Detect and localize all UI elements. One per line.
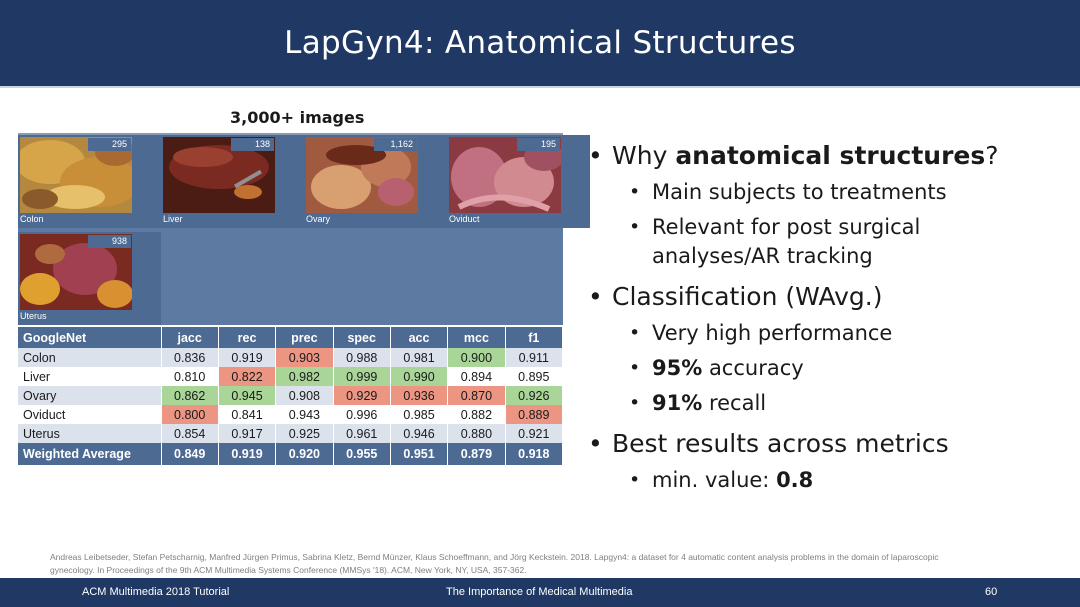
thumb-count: 195: [517, 138, 560, 151]
table-cell: 0.918: [505, 443, 562, 465]
page-number: 60: [985, 586, 998, 598]
table-cell: 0.988: [333, 348, 390, 367]
bullet-relevant: [588, 213, 1068, 271]
bullet-text: ?: [985, 141, 999, 170]
title-bar: [0, 0, 1080, 88]
table-cell: 0.946: [390, 424, 447, 443]
table-cell: 0.882: [448, 405, 505, 424]
table-row: [18, 386, 563, 405]
footer: [0, 578, 1080, 607]
table-cell: 0.945: [218, 386, 275, 405]
table-cell: 0.854: [161, 424, 218, 443]
table-cell: 0.880: [448, 424, 505, 443]
bullet-text: Why: [612, 141, 676, 170]
table-header-row: [18, 327, 563, 348]
footer-center: The Importance of Medical Multimedia: [446, 586, 633, 598]
row-label: Liver: [18, 367, 161, 386]
table-cell: 0.919: [218, 443, 275, 465]
table-header: mcc: [448, 327, 505, 348]
table-cell: 0.951: [390, 443, 447, 465]
table-cell: 0.925: [276, 424, 333, 443]
table-cell: 0.999: [333, 367, 390, 386]
table-cell: 0.870: [448, 386, 505, 405]
table-cell: 0.894: [448, 367, 505, 386]
bullet-bold: 0.8: [776, 468, 814, 492]
bullet-list: [588, 140, 1068, 501]
thumb-count: 1,162: [374, 138, 417, 151]
table-cell: 0.921: [505, 424, 562, 443]
citation: [50, 551, 1030, 577]
table-header: jacc: [161, 327, 218, 348]
table-cell: 0.955: [333, 443, 390, 465]
row-label: Colon: [18, 348, 161, 367]
table-cell: 0.849: [161, 443, 218, 465]
table-row: [18, 367, 563, 386]
table-cell: 0.862: [161, 386, 218, 405]
bullet-recall: [588, 389, 1068, 418]
bullet-text: analyses/AR tracking: [652, 244, 873, 268]
thumb-category: Liver: [163, 214, 183, 224]
row-label: Ovary: [18, 386, 161, 405]
table-cell: 0.908: [276, 386, 333, 405]
row-label: Uterus: [18, 424, 161, 443]
thumb-ovary: [304, 135, 447, 228]
table-header: rec: [218, 327, 275, 348]
citation-line: Andreas Leibetseder, Stefan Petscharnig, Manfred Jürgen Primus, Sabrina Kletz, Bernd Münzer, Klaus Schoeffmann, and Jörg Keckstein. 2018. Lapgyn4: a dataset for 4 automatic content analysis problems in the domain of laparoscopic: [50, 552, 939, 562]
thumb-category: Colon: [20, 214, 44, 224]
table-row: [18, 348, 563, 367]
bullet-why: [588, 140, 1068, 172]
thumb-colon: [18, 135, 161, 228]
table-header: GoogleNet: [18, 327, 161, 348]
bullet-bold: anatomical structures: [675, 141, 986, 170]
footer-left: ACM Multimedia 2018 Tutorial: [82, 586, 230, 598]
table-row: [18, 424, 563, 443]
table-cell: 0.981: [390, 348, 447, 367]
bullet-main-subjects: • Main subjects to treatments: [588, 178, 1068, 207]
bullet-bold: 95%: [652, 356, 703, 380]
thumb-oviduct: [447, 135, 590, 228]
table-row: [18, 405, 563, 424]
image-gallery: [18, 133, 563, 325]
table-cell: 0.990: [390, 367, 447, 386]
table-cell: 0.961: [333, 424, 390, 443]
table-cell: 0.920: [276, 443, 333, 465]
table-cell: 0.800: [161, 405, 218, 424]
bullet-accuracy: [588, 354, 1068, 383]
thumb-category: Oviduct: [449, 214, 480, 224]
thumb-count: 295: [88, 138, 131, 151]
images-count-label: 3,000+ images: [230, 108, 365, 127]
table-header: acc: [390, 327, 447, 348]
slide-title: LapGyn4: Anatomical Structures: [284, 25, 796, 61]
table-cell: 0.895: [505, 367, 562, 386]
table-header: f1: [505, 327, 562, 348]
bullet-text: min. value:: [652, 468, 777, 492]
row-label: Oviduct: [18, 405, 161, 424]
table-cell: 0.822: [218, 367, 275, 386]
table-cell: 0.911: [505, 348, 562, 367]
table-cell: 0.879: [448, 443, 505, 465]
citation-line: gynecology. In Proceedings of the 9th ACM Multimedia Systems Conference (MMSys '18). ACM, New York, NY, USA, 357-362.: [50, 565, 527, 575]
table-cell: 0.943: [276, 405, 333, 424]
table-cell: 0.985: [390, 405, 447, 424]
thumb-liver: [161, 135, 304, 228]
results-table: [18, 327, 563, 465]
table-cell: 0.982: [276, 367, 333, 386]
table-cell: 0.900: [448, 348, 505, 367]
table-cell: 0.996: [333, 405, 390, 424]
table-cell: 0.936: [390, 386, 447, 405]
bullet-classification: • Classification (WAvg.): [588, 281, 1068, 313]
table-cell: 0.919: [218, 348, 275, 367]
bullet-bold: 91%: [652, 391, 703, 415]
bullet-text: Relevant for post surgical: [652, 215, 921, 239]
bullet-text: recall: [702, 391, 767, 415]
bullet-best-results: • Best results across metrics: [588, 428, 1068, 460]
thumb-count: 938: [88, 235, 131, 248]
table-cell: 0.810: [161, 367, 218, 386]
bullet-text: accuracy: [702, 356, 804, 380]
table-row-weighted-average: [18, 443, 563, 465]
thumb-category: Ovary: [306, 214, 331, 224]
table-cell: 0.903: [276, 348, 333, 367]
table-cell: 0.841: [218, 405, 275, 424]
bullet-high-performance: • Very high performance: [588, 319, 1068, 348]
thumb-category: Uterus: [20, 311, 47, 321]
table-cell: 0.889: [505, 405, 562, 424]
table-cell: 0.929: [333, 386, 390, 405]
thumb-count: 138: [231, 138, 274, 151]
row-label: Weighted Average: [18, 443, 161, 465]
table-header: spec: [333, 327, 390, 348]
thumb-uterus: [18, 232, 161, 325]
bullet-min-value: [588, 466, 1068, 495]
table-cell: 0.917: [218, 424, 275, 443]
table-cell: 0.926: [505, 386, 562, 405]
table-cell: 0.836: [161, 348, 218, 367]
table-header: prec: [276, 327, 333, 348]
